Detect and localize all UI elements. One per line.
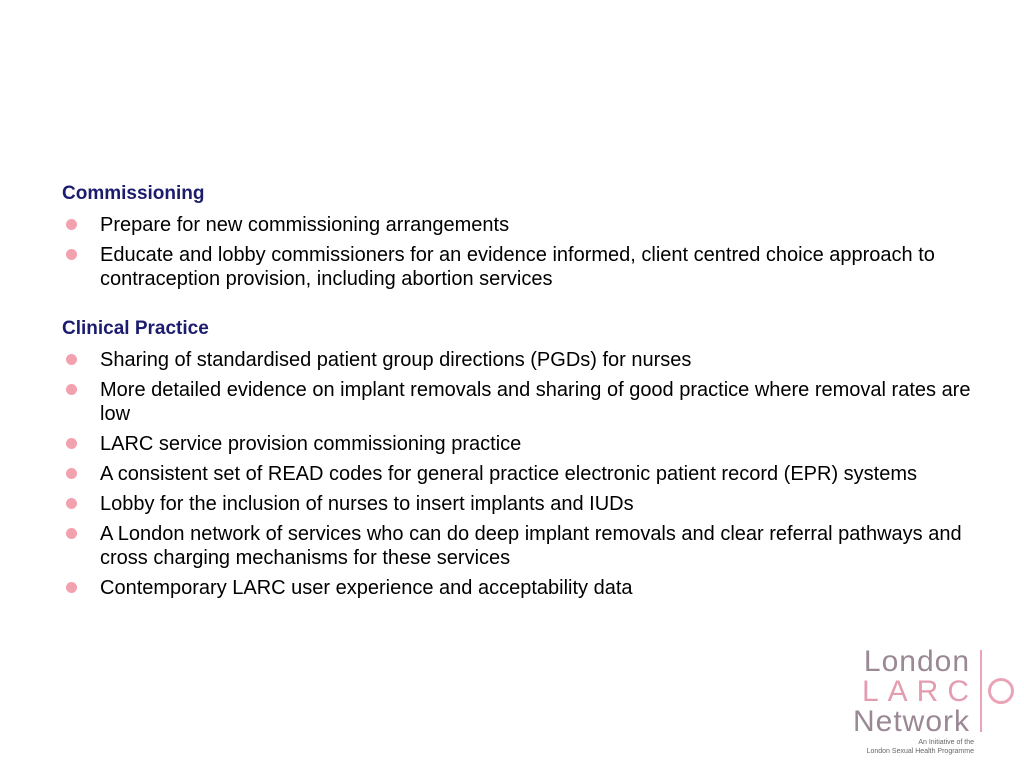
list-item-text: LARC service provision commissioning practice <box>100 433 522 455</box>
logo-tagline: London Sexual Health Programme <box>866 748 974 755</box>
list-item-text: Educate and lobby commissioners for an evidence informed, client centred choice approach to contraception provision, including abortion services <box>100 244 935 290</box>
section-clinical-practice <box>62 316 982 600</box>
list-item <box>62 522 982 570</box>
list-item <box>62 378 982 426</box>
list-item-text: A London network of services who can do deep implant removals and clear referral pathways and cross charging mechanisms for these services <box>100 523 962 569</box>
list-item <box>62 492 982 516</box>
list-item-text: Prepare for new commissioning arrangements <box>100 214 510 236</box>
logo-circle-icon <box>988 678 1014 704</box>
section-heading: Clinical Practice <box>62 318 209 339</box>
list-item <box>62 576 982 600</box>
bullet-dot-icon <box>66 438 77 449</box>
bullet-list <box>62 213 982 291</box>
section-commissioning <box>62 181 982 291</box>
list-item <box>62 213 982 237</box>
bullet-list <box>62 348 982 600</box>
bullet-dot-icon <box>66 354 77 365</box>
london-larc-network-logo <box>838 646 1018 758</box>
list-item-text: A consistent set of READ codes for general practice electronic patient record (EPR) systems <box>100 463 918 485</box>
section-heading: Commissioning <box>62 183 205 204</box>
list-item-text: Lobby for the inclusion of nurses to insert implants and IUDs <box>100 493 634 515</box>
list-item-text: Contemporary LARC user experience and acceptability data <box>100 577 633 599</box>
slide-content <box>62 181 982 600</box>
logo-line-london: London <box>863 645 970 678</box>
bullet-dot-icon <box>66 468 77 479</box>
logo-tagline: An Initiative of the <box>918 739 974 746</box>
bullet-dot-icon <box>66 249 77 260</box>
logo-line-larc: LARC <box>861 675 978 708</box>
bullet-dot-icon <box>66 582 77 593</box>
logo-line-network: Network <box>852 705 970 738</box>
list-item <box>62 462 982 486</box>
bullet-dot-icon <box>66 498 77 509</box>
bullet-dot-icon <box>66 528 77 539</box>
logo-divider-bar <box>980 650 982 732</box>
list-item-text: More detailed evidence on implant removals and sharing of good practice where removal rates are low <box>100 379 971 425</box>
list-item-text: Sharing of standardised patient group directions (PGDs) for nurses <box>100 349 692 371</box>
list-item <box>62 243 982 291</box>
bullet-dot-icon <box>66 384 77 395</box>
bullet-dot-icon <box>66 219 77 230</box>
list-item <box>62 432 982 456</box>
list-item <box>62 348 982 372</box>
